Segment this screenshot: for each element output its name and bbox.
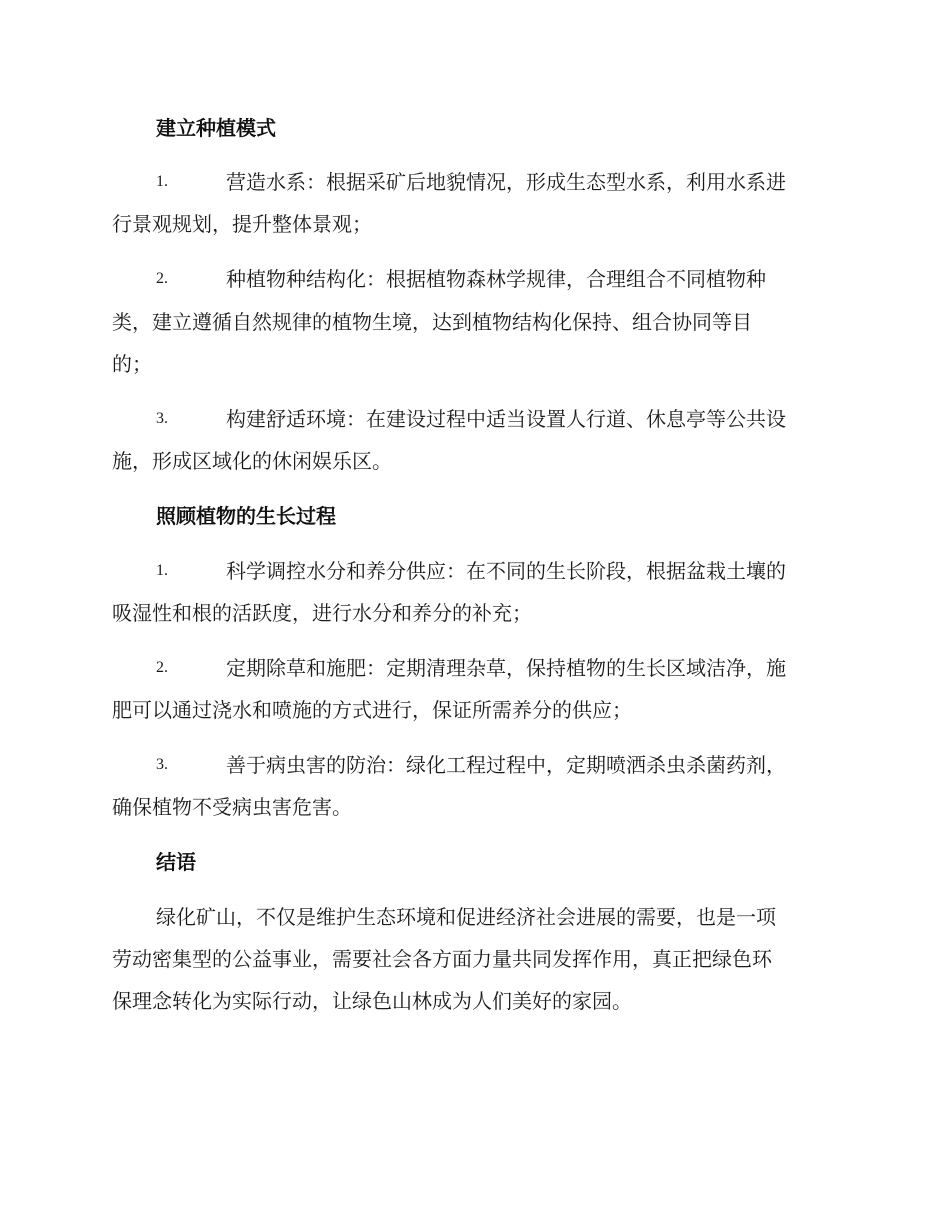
list-item-text: 营造水系：根据采矿后地貌情况，形成生态型水系，利用水系进 — [226, 170, 786, 194]
list-number: 3. — [156, 756, 168, 773]
list-item-text: 善于病虫害的防治：绿化工程过程中，定期喷洒杀虫杀菌药剂， — [226, 753, 786, 777]
list-item-text: 肥可以通过浇水和喷施的方式进行，保证所需养分的供应； — [112, 698, 632, 722]
list-number: 2. — [156, 270, 168, 287]
list-item-text: 科学调控水分和养分供应：在不同的生长阶段，根据盆栽土壤的 — [226, 559, 786, 583]
section-heading: 结语 — [156, 850, 196, 874]
list-item-text: 类，建立遵循自然规律的植物生境，达到植物结构化保持、组合协同等目 — [112, 310, 752, 334]
list-number: 1. — [156, 173, 168, 190]
section-heading: 建立种植模式 — [156, 116, 276, 140]
list-number: 3. — [156, 410, 168, 427]
list-number: 2. — [156, 659, 168, 676]
list-number: 1. — [156, 562, 168, 579]
paragraph-line: 保理念转化为实际行动，让绿色山林成为人们美好的家园。 — [112, 989, 632, 1013]
list-item-text: 行景观规划，提升整体景观； — [112, 212, 372, 236]
list-item-text: 吸湿性和根的活跃度，进行水分和养分的补充； — [112, 601, 532, 625]
paragraph-line: 绿化矿山，不仅是维护生态环境和促进经济社会进展的需要，也是一项 — [156, 905, 776, 929]
list-item-text: 的； — [112, 352, 152, 376]
list-item-text: 施，形成区域化的休闲娱乐区。 — [112, 449, 392, 473]
list-item-text: 定期除草和施肥：定期清理杂草，保持植物的生长区域洁净，施 — [226, 656, 786, 680]
section-heading: 照顾植物的生长过程 — [156, 504, 336, 528]
list-item-text: 确保植物不受病虫害危害。 — [112, 795, 352, 819]
paragraph-line: 劳动密集型的公益事业，需要社会各方面力量共同发挥作用，真正把绿色环 — [112, 947, 772, 971]
list-item-text: 种植物种结构化：根据植物森林学规律，合理组合不同植物种 — [226, 267, 766, 291]
list-item-text: 构建舒适环境：在建设过程中适当设置人行道、休息亭等公共设 — [226, 407, 786, 431]
